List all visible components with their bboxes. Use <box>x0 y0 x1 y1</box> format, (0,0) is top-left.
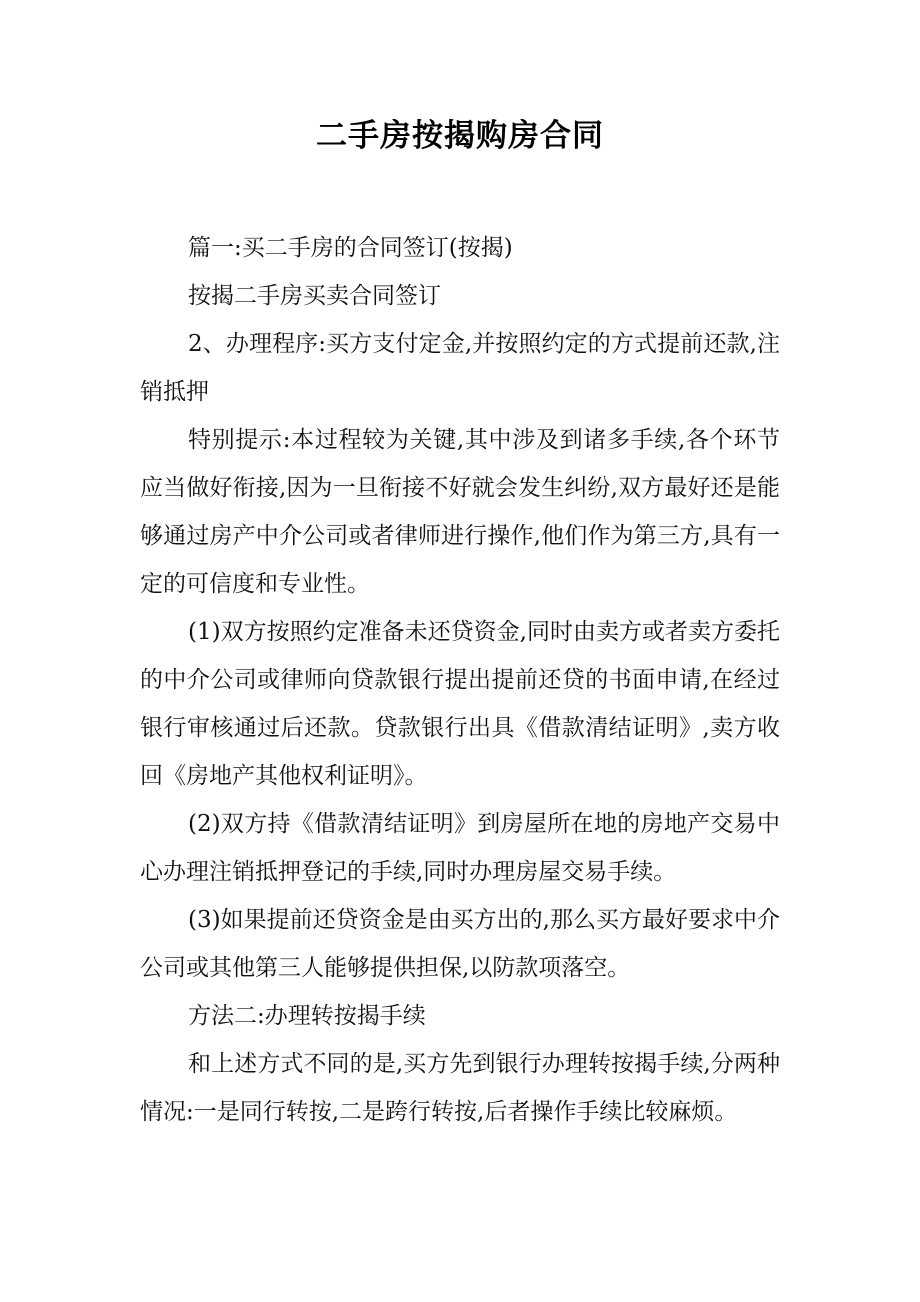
paragraph-transfer-mortgage: 和上述方式不同的是,买方先到银行办理转按揭手续,分两种情况:一是同行转按,二是跨行转按,后者操作手续比较麻烦。 <box>140 1051 780 1125</box>
paragraph-step-3: (3)如果提前还贷资金是由买方出的,那么买方最好要求中介公司或其他第三人能够提供担保,以防款项落空。 <box>140 907 780 981</box>
paragraph-step-2: (2)双方持《借款清结证明》到房屋所在地的房地产交易中心办理注销抵押登记的手续,同时办理房屋交易手续。 <box>140 811 780 885</box>
paragraph-step-1: (1)双方按照约定准备未还贷资金,同时由卖方或者卖方委托的中介公司或律师向贷款银行提出提前还贷的书面申请,在经过银行审核通过后还款。贷款银行出具《借款清结证明》,卖方收回《房地产其他权利证明》。 <box>140 619 780 789</box>
paragraph-subheading: 按揭二手房买卖合同签订 <box>188 283 441 309</box>
paragraph-section-heading: 篇一:买二手房的合同签订(按揭) <box>188 235 513 261</box>
paragraph-method-two: 方法二:办理转按揭手续 <box>188 1003 426 1029</box>
document-body <box>140 224 780 1136</box>
document-title: 二手房按揭购房合同 <box>316 118 604 154</box>
paragraph-procedure: 2、办理程序:买方支付定金,并按照约定的方式提前还款,注销抵押 <box>140 331 780 405</box>
paragraph-special-note: 特别提示:本过程较为关键,其中涉及到诸多手续,各个环节应当做好衔接,因为一旦衔接不好就会发生纠纷,双方最好还是能够通过房产中介公司或者律师进行操作,他们作为第三方,具有一定的可信度和专业性。 <box>140 427 780 597</box>
